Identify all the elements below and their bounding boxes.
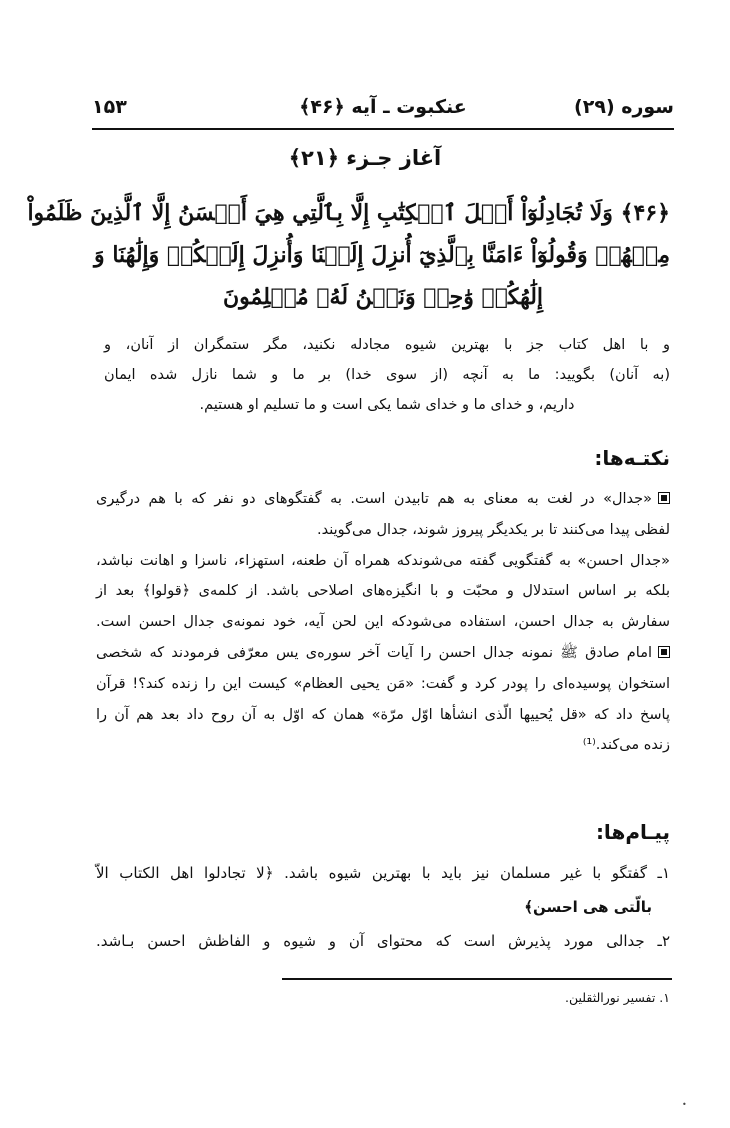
translation-line: و با اهل كتاب جز با بهترين شيوه مجادله نكنيد، مگر ستمگران از آنان، و [104, 337, 670, 353]
note-line: پاسخ داد كه «قل يُحييها الّذى انشأها اوّل مرّة» همان كه اوّل به آن روح داد بعد هم آن را [96, 706, 670, 723]
footnote-rule [282, 978, 672, 980]
messages-section [96, 856, 670, 958]
verse-line: إِلَٰهُكُمۡ وَٰحِدٞ وَنَحۡنُ لَهُۥ مُسۡلِمُونَ [222, 284, 544, 310]
translation-line: داريم، و خداى ما و خداى شما يكى است و ما تسليم او هستيم. [199, 397, 575, 413]
page-header [92, 96, 674, 126]
message-line: ۱ـ گفتگو با غير مسلمان نيز بايد با بهترين شيوه باشد. ﴿لا تجادلوا اهل الكتاب الاّ [96, 864, 670, 882]
notes-section [96, 484, 670, 761]
note-line: سفارش به جدال احسن، استفاده مى‌شودكه اين لحن آيه، خود نمونه‌ى جدال احسن است. [96, 614, 670, 631]
note-line [96, 484, 670, 515]
translation-line: (به آنان) بگوييد: ما به آنچه (از سوى خدا) بر ما و شما نازل شده ايمان [104, 367, 670, 383]
messages-title: پيـام‌ها: [595, 820, 670, 844]
note-text: امام صادق ﷺ نمونه جدال احسن را آيات آخر سوره‌ى يس معرّفى فرمودند كه شخصى [96, 644, 652, 661]
note-line: «جدال احسن» به گفتگويى گفته مى‌شوندكه همراه آن طعنه، استهزاء، ناسزا و اهانت نباشد، [96, 552, 670, 569]
footnote: ۱. تفسير نورالثقلين. [564, 990, 670, 1005]
note-line [96, 638, 670, 669]
note-text: «جدال» در لغت به معناى به هم تابيدن است. به گفتگوهاى دو نفر كه با هم درگيرى [96, 491, 652, 507]
notes-title: نكتـه‌ها: [594, 446, 670, 470]
surah-verse-title: عنكبوت ـ آيه ﴿۴۶﴾ [299, 96, 467, 118]
message-line: ۲ـ جدالى مورد پذيرش است كه محتواى آن و شيوه و الفاظش احسن بـاشد. [96, 932, 670, 950]
square-bullet-icon [658, 646, 670, 658]
verse-line: ﴿۴۶﴾ وَلَا تُجَادِلُوٓاْ أَهۡلَ ٱلۡكِتَٰبِ إِلَّا بِٱلَّتِي هِيَ أَحۡسَنُ إِلَّا ٱلَّذِينَ ظَلَمُواْ [27, 200, 670, 226]
verse-translation [104, 330, 670, 420]
note-line: بلكه بر اساس استدلال و محبّت و با انگيزه‌هاى اصلاحى باشد. از كلمه‌ى ﴿قولوا﴾ بعد از [96, 583, 670, 600]
verse-line: مِنۡهُمۡ وَقُولُوٓاْ ءَامَنَّا بِٱلَّذِيٓ أُنزِلَ إِلَيۡنَا وَأُنزِلَ إِلَيۡكُمۡ وَإِلَٰهُنَا وَ [94, 242, 670, 268]
note-line: لفظى پيدا مى‌كنند تا بر يكديگر پيروز شوند، جدال مى‌گويند. [317, 521, 670, 538]
note-line: استخوان پوسيده‌اى را پودر كرد و گفت: «مَن يحيى العظام» كيست اين را زنده كند؟! قرآن [96, 675, 670, 692]
page-speck: • [682, 1100, 687, 1109]
note-line: زنده مى‌كند.⁽¹⁾ [582, 737, 670, 754]
surah-label: سوره (۲۹) [574, 96, 674, 118]
juz-heading: آغاز جـزء ﴿۲۱﴾ [288, 146, 442, 170]
quran-verse [27, 192, 670, 318]
square-bullet-icon [658, 492, 670, 504]
page-number: ۱۵۳ [92, 96, 127, 118]
message-line: بالّتى هى احسن﴾ [524, 898, 652, 916]
header-rule [92, 128, 674, 130]
